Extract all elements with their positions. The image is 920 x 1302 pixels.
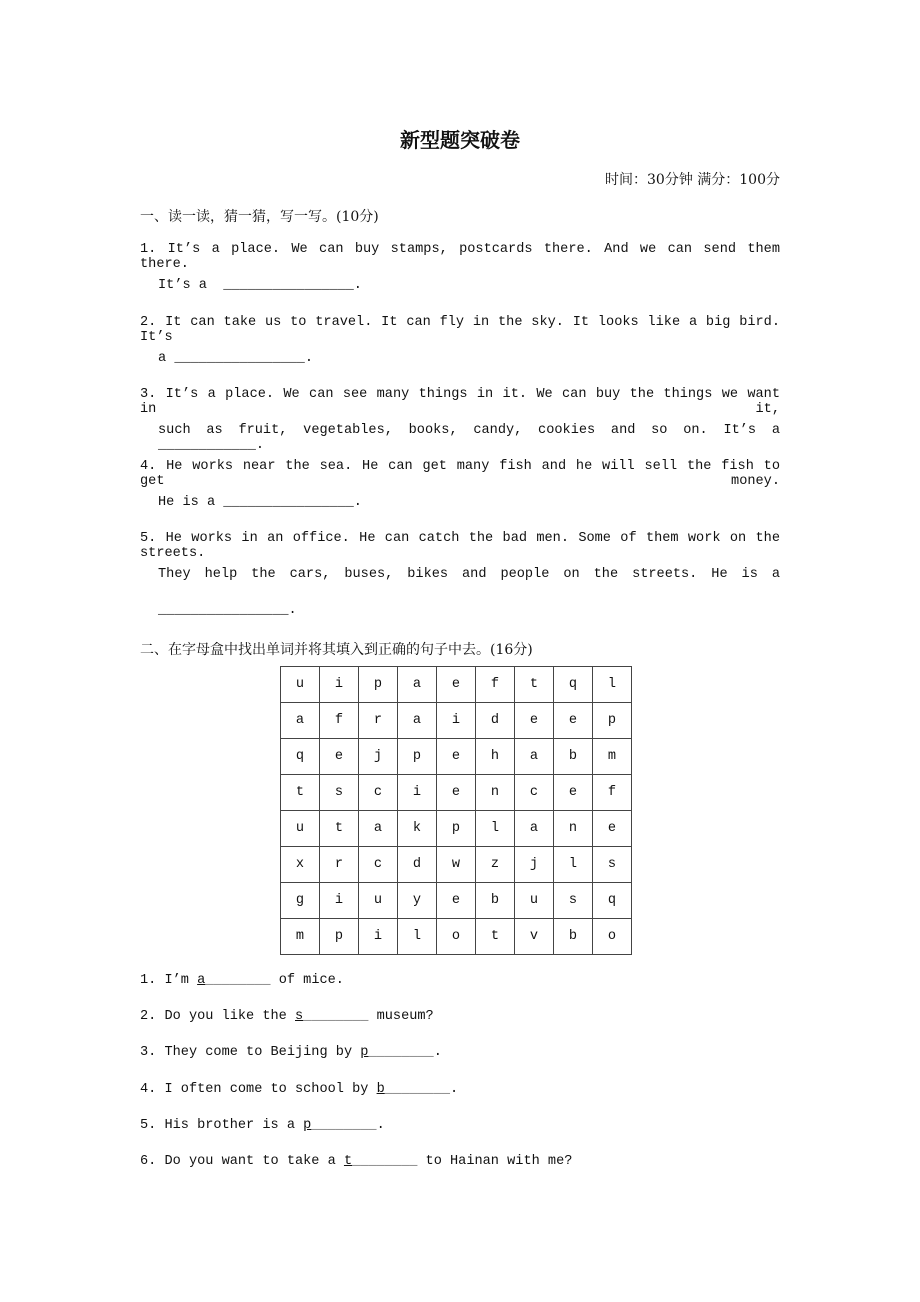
grid-cell: i bbox=[359, 919, 398, 955]
question-line: They help the cars, buses, bikes and people on the streets. He is a bbox=[158, 567, 780, 582]
fill-sentence bbox=[140, 1118, 780, 1133]
sentence-text: 6. Do you want to take a bbox=[140, 1154, 344, 1169]
sentence-text: . bbox=[450, 1081, 459, 1097]
grid-cell: q bbox=[554, 667, 593, 703]
grid-cell: l bbox=[554, 847, 593, 883]
grid-cell: e bbox=[554, 775, 593, 811]
hint-letter: s bbox=[295, 1009, 304, 1025]
grid-cell: e bbox=[554, 703, 593, 739]
sentence-text: museum? bbox=[368, 1009, 434, 1025]
grid-cell: l bbox=[476, 811, 515, 847]
grid-cell: o bbox=[437, 919, 476, 955]
hint-letter: a bbox=[197, 973, 206, 988]
grid-cell: e bbox=[437, 667, 476, 703]
question-line: 5. He works in an office. He can catch the bad men. Some of them work on the streets. bbox=[140, 531, 780, 561]
sentence-text: of mice. bbox=[270, 973, 344, 988]
grid-cell: p bbox=[398, 739, 437, 775]
grid-cell: d bbox=[398, 847, 437, 883]
fill-sentence bbox=[140, 1009, 780, 1024]
grid-cell: e bbox=[437, 883, 476, 919]
letter-grid bbox=[280, 666, 632, 955]
section-1-heading: 一、读一读，猜一猜，写一写。(10分) bbox=[140, 209, 379, 225]
grid-cell: d bbox=[476, 703, 515, 739]
question-line: He is a ________________. bbox=[158, 495, 362, 510]
grid-cell: e bbox=[437, 775, 476, 811]
fill-sentence bbox=[140, 1045, 780, 1060]
grid-cell: t bbox=[281, 775, 320, 811]
grid-cell: c bbox=[359, 847, 398, 883]
section-2-heading: 二、在字母盒中找出单词并将其填入到正确的句子中去。(16分) bbox=[140, 642, 533, 658]
grid-cell: p bbox=[320, 919, 359, 955]
grid-cell: e bbox=[593, 811, 632, 847]
sentence-text: to Hainan with me? bbox=[417, 1154, 573, 1169]
grid-cell: t bbox=[320, 811, 359, 847]
grid-row bbox=[281, 883, 632, 919]
grid-row bbox=[281, 919, 632, 955]
hint-letter: p bbox=[303, 1117, 312, 1133]
grid-cell: v bbox=[515, 919, 554, 955]
grid-cell: q bbox=[593, 883, 632, 919]
question-line: 1. It’s a place. We can buy stamps, postcards there. And we can send them there. bbox=[140, 242, 780, 272]
grid-cell: b bbox=[554, 739, 593, 775]
answer-blank[interactable]: ________ bbox=[303, 1009, 369, 1025]
grid-cell: s bbox=[320, 775, 359, 811]
grid-cell: m bbox=[281, 919, 320, 955]
grid-cell: i bbox=[398, 775, 437, 811]
question-line: It’s a ________________. bbox=[158, 278, 362, 293]
question-line: a ________________. bbox=[158, 351, 313, 366]
grid-cell: e bbox=[320, 739, 359, 775]
grid-cell: n bbox=[554, 811, 593, 847]
grid-cell: q bbox=[281, 739, 320, 775]
sentence-text: . bbox=[376, 1117, 385, 1133]
grid-cell: i bbox=[437, 703, 476, 739]
answer-blank[interactable]: ________ bbox=[368, 1045, 434, 1061]
grid-cell: e bbox=[515, 703, 554, 739]
grid-cell: x bbox=[281, 847, 320, 883]
hint-letter: b bbox=[376, 1081, 385, 1097]
grid-row bbox=[281, 811, 632, 847]
grid-cell: i bbox=[320, 667, 359, 703]
grid-cell: k bbox=[398, 811, 437, 847]
grid-cell: n bbox=[476, 775, 515, 811]
question-line: 2. It can take us to travel. It can fly in the sky. It looks like a big bird. It’s bbox=[140, 315, 780, 345]
grid-cell: u bbox=[281, 667, 320, 703]
grid-cell: t bbox=[476, 919, 515, 955]
grid-cell: s bbox=[593, 847, 632, 883]
grid-cell: u bbox=[515, 883, 554, 919]
sentence-text: 4. I often come to school by bbox=[140, 1081, 377, 1097]
grid-cell: u bbox=[359, 883, 398, 919]
grid-cell: z bbox=[476, 847, 515, 883]
grid-cell: l bbox=[593, 667, 632, 703]
grid-cell: m bbox=[593, 739, 632, 775]
answer-blank[interactable]: ________ bbox=[311, 1117, 377, 1133]
grid-row bbox=[281, 739, 632, 775]
grid-cell: b bbox=[476, 883, 515, 919]
exam-meta: 时间：30分钟 满分：100分 bbox=[605, 172, 780, 188]
grid-cell: y bbox=[398, 883, 437, 919]
sentence-text: 3. They come to Beijing by bbox=[140, 1045, 361, 1061]
page-title: 新型题突破卷 bbox=[400, 128, 520, 152]
grid-cell: f bbox=[320, 703, 359, 739]
question-line: 4. He works near the sea. He can get many fish and he will sell the fish to get money. bbox=[140, 459, 780, 489]
grid-row bbox=[281, 775, 632, 811]
fill-sentence bbox=[140, 1082, 780, 1097]
answer-blank[interactable]: ________ bbox=[384, 1081, 451, 1097]
answer-blank[interactable]: ________ bbox=[352, 1154, 418, 1169]
grid-cell: p bbox=[359, 667, 398, 703]
grid-row bbox=[281, 703, 632, 739]
grid-cell: o bbox=[593, 919, 632, 955]
grid-cell: a bbox=[359, 811, 398, 847]
grid-cell: a bbox=[515, 811, 554, 847]
question-line: 3. It’s a place. We can see many things in it. We can buy the things we want in it, bbox=[140, 387, 780, 417]
grid-cell: a bbox=[398, 667, 437, 703]
grid-cell: l bbox=[398, 919, 437, 955]
answer-blank[interactable]: ________ bbox=[205, 973, 271, 988]
grid-cell: a bbox=[281, 703, 320, 739]
grid-cell: a bbox=[515, 739, 554, 775]
grid-cell: p bbox=[437, 811, 476, 847]
sentence-text: 2. Do you like the bbox=[140, 1009, 295, 1025]
sentence-text: . bbox=[433, 1045, 442, 1061]
fill-sentence bbox=[140, 973, 780, 988]
grid-row bbox=[281, 667, 632, 703]
grid-cell: f bbox=[476, 667, 515, 703]
grid-cell: i bbox=[320, 883, 359, 919]
grid-cell: h bbox=[476, 739, 515, 775]
grid-cell: a bbox=[398, 703, 437, 739]
question-line: such as fruit, vegetables, books, candy, cookies and so on. It’s a ____________. bbox=[158, 423, 780, 453]
grid-cell: r bbox=[320, 847, 359, 883]
hint-letter: t bbox=[343, 1154, 353, 1169]
grid-cell: s bbox=[554, 883, 593, 919]
sentence-text: 1. I’m bbox=[140, 973, 198, 988]
grid-cell: r bbox=[359, 703, 398, 739]
grid-cell: f bbox=[593, 775, 632, 811]
question-line: ________________. bbox=[158, 603, 297, 618]
hint-letter: p bbox=[360, 1045, 369, 1061]
grid-cell: e bbox=[437, 739, 476, 775]
grid-cell: c bbox=[515, 775, 554, 811]
grid-cell: g bbox=[281, 883, 320, 919]
grid-cell: t bbox=[515, 667, 554, 703]
grid-cell: j bbox=[515, 847, 554, 883]
fill-sentence bbox=[140, 1154, 780, 1169]
grid-cell: p bbox=[593, 703, 632, 739]
sentence-text: 5. His brother is a bbox=[140, 1117, 304, 1133]
grid-cell: w bbox=[437, 847, 476, 883]
grid-cell: u bbox=[281, 811, 320, 847]
grid-row bbox=[281, 847, 632, 883]
grid-cell: j bbox=[359, 739, 398, 775]
grid-cell: c bbox=[359, 775, 398, 811]
grid-cell: b bbox=[554, 919, 593, 955]
